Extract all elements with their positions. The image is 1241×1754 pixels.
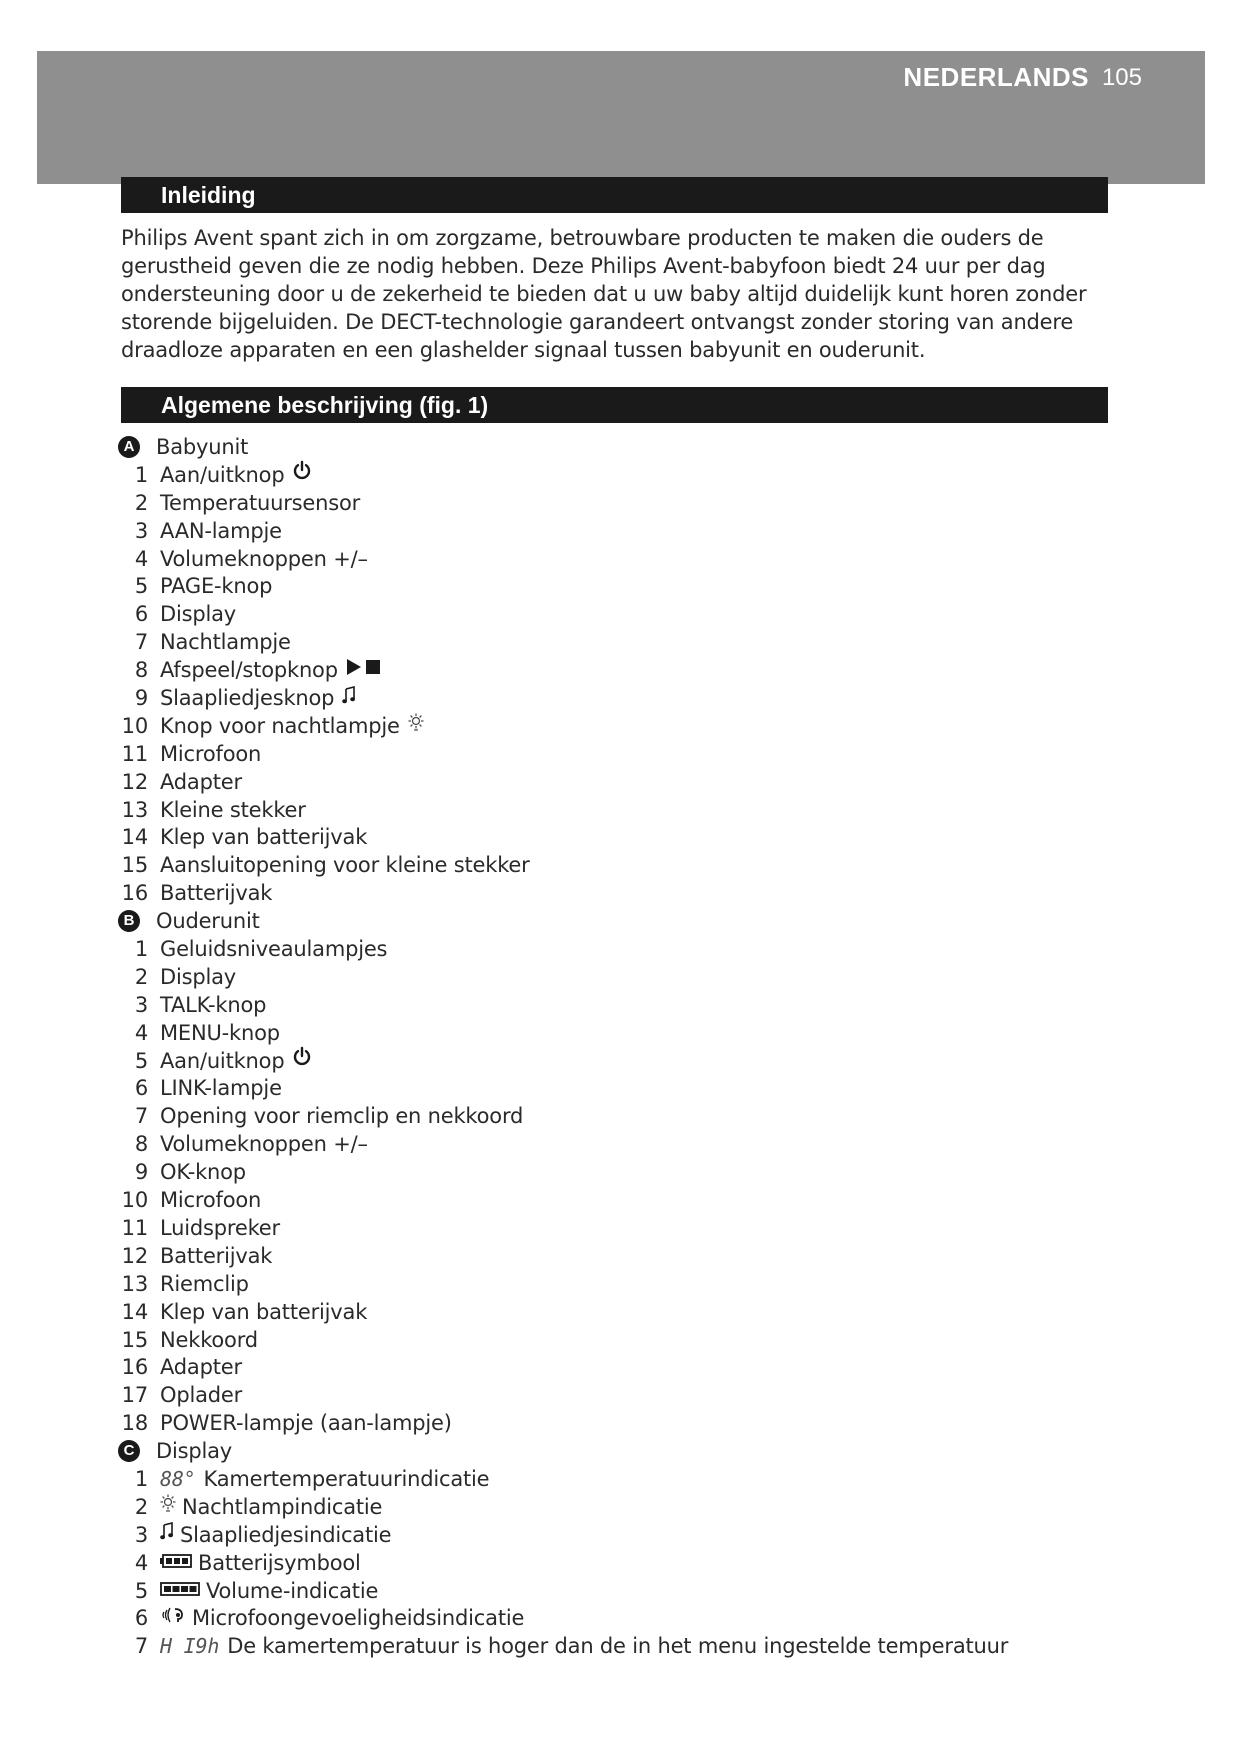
item-label: Adapter bbox=[160, 1355, 242, 1380]
item-number: 1 bbox=[134, 937, 148, 962]
item-number: 2 bbox=[134, 1494, 148, 1519]
item-number: 2 bbox=[134, 964, 148, 989]
section-heading-description: Algemene beschrijving (fig. 1) bbox=[121, 387, 1108, 423]
list-item bbox=[118, 741, 1118, 769]
list-item bbox=[118, 573, 1118, 601]
list-item bbox=[118, 1550, 1118, 1578]
nightlight-icon bbox=[408, 711, 424, 739]
item-number: 16 bbox=[121, 881, 148, 906]
item-label: PAGE-knop bbox=[160, 574, 273, 599]
item-label: Luidspreker bbox=[160, 1215, 280, 1240]
list-item bbox=[118, 1131, 1118, 1159]
item-number: 1 bbox=[134, 462, 148, 487]
item-label: Knop voor nachtlampje bbox=[160, 713, 400, 738]
item-label: Riemclip bbox=[160, 1271, 249, 1296]
item-number: 12 bbox=[121, 769, 148, 794]
item-number: 9 bbox=[134, 686, 148, 711]
item-number: 4 bbox=[134, 1550, 148, 1575]
group-badge: C bbox=[118, 1440, 140, 1462]
list-item bbox=[118, 1215, 1118, 1243]
list-item bbox=[118, 1103, 1118, 1131]
list-item bbox=[118, 657, 1118, 685]
item-label: MENU-knop bbox=[160, 1020, 280, 1045]
item-label: Adapter bbox=[160, 769, 242, 794]
segment-display-prefix: H I9h bbox=[160, 1634, 220, 1659]
item-label: Display bbox=[160, 602, 237, 627]
item-label: Batterijvak bbox=[160, 1243, 273, 1268]
group-heading bbox=[118, 1438, 1118, 1466]
item-label: Volumeknoppen +/– bbox=[160, 546, 368, 571]
item-number: 13 bbox=[121, 1271, 148, 1296]
item-label: Microfoon bbox=[160, 1188, 262, 1213]
item-number: 8 bbox=[134, 1132, 148, 1157]
parts-list bbox=[118, 434, 1118, 1661]
group-heading bbox=[118, 908, 1118, 936]
list-item bbox=[118, 462, 1118, 490]
item-number: 1 bbox=[134, 1466, 148, 1491]
item-number: 13 bbox=[121, 797, 148, 822]
item-number: 6 bbox=[134, 602, 148, 627]
list-item bbox=[118, 1410, 1118, 1438]
item-label: Klep van batterijvak bbox=[160, 1299, 368, 1324]
item-number: 17 bbox=[121, 1383, 148, 1408]
group-label: Display bbox=[156, 1439, 233, 1464]
list-item bbox=[118, 546, 1118, 574]
list-item bbox=[118, 797, 1118, 825]
item-number: 9 bbox=[134, 1160, 148, 1185]
list-item bbox=[118, 1243, 1118, 1271]
item-number: 11 bbox=[121, 1215, 148, 1240]
item-label: Kleine stekker bbox=[160, 797, 306, 822]
list-item bbox=[118, 1048, 1118, 1076]
item-label: Aan/uitknop bbox=[160, 1048, 285, 1073]
music-note-icon bbox=[342, 684, 356, 712]
group-label: Babyunit bbox=[156, 435, 249, 459]
list-item bbox=[118, 1633, 1118, 1661]
list-item bbox=[118, 1494, 1118, 1522]
list-item bbox=[118, 1020, 1118, 1048]
item-number: 15 bbox=[121, 853, 148, 878]
item-label: Microfoongevoeligheidsindicatie bbox=[192, 1606, 525, 1631]
item-number: 2 bbox=[134, 490, 148, 515]
item-label: OK-knop bbox=[160, 1160, 246, 1185]
battery-icon bbox=[160, 1548, 192, 1576]
item-label: Afspeel/stopknop bbox=[160, 658, 338, 683]
item-label: Aansluitopening voor kleine stekker bbox=[160, 853, 530, 878]
list-item bbox=[118, 1382, 1118, 1410]
item-label: Kamertemperatuurindicatie bbox=[203, 1466, 490, 1491]
item-label: Volumeknoppen +/– bbox=[160, 1132, 368, 1157]
item-label: Display bbox=[160, 964, 237, 989]
item-number: 11 bbox=[121, 741, 148, 766]
item-label: Nekkoord bbox=[160, 1327, 258, 1352]
list-item bbox=[118, 1187, 1118, 1215]
list-item bbox=[118, 880, 1118, 908]
group-badge: A bbox=[118, 436, 140, 458]
nightlight-icon bbox=[160, 1492, 176, 1520]
item-number: 6 bbox=[134, 1076, 148, 1101]
item-number: 18 bbox=[121, 1411, 148, 1436]
list-item bbox=[118, 1327, 1118, 1355]
list-item bbox=[118, 1271, 1118, 1299]
microphone-sensitivity-icon bbox=[160, 1604, 186, 1632]
item-label: De kamertemperatuur is hoger dan de in het menu ingestelde temperatuur bbox=[227, 1634, 1009, 1659]
list-item bbox=[118, 964, 1118, 992]
item-label: TALK-knop bbox=[160, 992, 267, 1017]
item-number: 3 bbox=[134, 992, 148, 1017]
item-label: Slaapliedjesknop bbox=[160, 686, 335, 711]
item-number: 5 bbox=[134, 1048, 148, 1073]
item-number: 7 bbox=[134, 1634, 148, 1659]
volume-bar-icon bbox=[160, 1576, 200, 1604]
section-heading-intro: Inleiding bbox=[121, 177, 1108, 213]
header-language: NEDERLANDS bbox=[903, 62, 1089, 92]
list-item bbox=[118, 1578, 1118, 1606]
page-number: 105 bbox=[1101, 64, 1142, 91]
item-label: Oplader bbox=[160, 1383, 243, 1408]
item-label: AAN-lampje bbox=[160, 518, 282, 543]
list-item bbox=[118, 992, 1118, 1020]
item-label: LINK-lampje bbox=[160, 1076, 282, 1101]
list-item bbox=[118, 490, 1118, 518]
list-item bbox=[118, 852, 1118, 880]
list-item bbox=[118, 601, 1118, 629]
item-number: 3 bbox=[134, 1522, 148, 1547]
item-label: Nachtlampje bbox=[160, 630, 291, 655]
item-label: Aan/uitknop bbox=[160, 462, 285, 487]
item-label: Batterijvak bbox=[160, 881, 273, 906]
list-item bbox=[118, 1605, 1118, 1633]
list-item bbox=[118, 685, 1118, 713]
music-note-icon bbox=[160, 1520, 174, 1548]
list-item bbox=[118, 713, 1118, 741]
list-item bbox=[118, 1075, 1118, 1103]
item-number: 4 bbox=[134, 546, 148, 571]
item-label: Geluidsniveaulampjes bbox=[160, 937, 388, 962]
item-number: 4 bbox=[134, 1020, 148, 1045]
item-label: Temperatuursensor bbox=[160, 490, 361, 515]
item-number: 3 bbox=[134, 518, 148, 543]
group-heading bbox=[118, 434, 1118, 462]
list-item bbox=[118, 936, 1118, 964]
item-number: 8 bbox=[134, 658, 148, 683]
list-item bbox=[118, 1466, 1118, 1494]
group-label: Ouderunit bbox=[156, 909, 260, 934]
intro-paragraph: Philips Avent spant zich in om zorgzame, betrouwbare producten te maken die ouders de gerustheid geven die ze nodig hebben. Deze Philips Avent-babyfoon biedt 24 uur per dag ondersteuning door u de zekerheid te bieden dat u uw baby altijd duidelijk kunt horen zonder storende bijgeluiden. De DECT-technologie garandeert ontvangst zonder storing van andere draadloze apparaten en een glashelder signaal tussen babyunit en ouderunit. bbox=[121, 226, 1087, 362]
item-label: Opening voor riemclip en nekkoord bbox=[160, 1104, 524, 1129]
item-label: Volume-indicatie bbox=[206, 1578, 379, 1603]
item-number: 5 bbox=[134, 574, 148, 599]
item-number: 7 bbox=[134, 630, 148, 655]
segment-display-prefix: 88° bbox=[160, 1466, 196, 1491]
list-item bbox=[118, 1522, 1118, 1550]
list-item bbox=[118, 769, 1118, 797]
item-label: Klep van batterijvak bbox=[160, 825, 368, 850]
list-item bbox=[118, 518, 1118, 546]
item-number: 16 bbox=[121, 1355, 148, 1380]
list-item bbox=[118, 1299, 1118, 1327]
item-number: 5 bbox=[134, 1578, 148, 1603]
item-label: Batterijsymbool bbox=[198, 1550, 361, 1575]
group-badge: B bbox=[118, 910, 140, 932]
item-number: 14 bbox=[121, 825, 148, 850]
item-number: 6 bbox=[134, 1606, 148, 1631]
item-label: Slaapliedjesindicatie bbox=[180, 1522, 392, 1547]
list-item bbox=[118, 1354, 1118, 1382]
item-label: Microfoon bbox=[160, 741, 262, 766]
power-icon bbox=[292, 460, 312, 488]
item-number: 15 bbox=[121, 1327, 148, 1352]
item-number: 14 bbox=[121, 1299, 148, 1324]
item-number: 10 bbox=[121, 713, 148, 738]
list-item bbox=[118, 1159, 1118, 1187]
list-item bbox=[118, 629, 1118, 657]
item-label: Nachtlampindicatie bbox=[182, 1494, 383, 1519]
item-number: 10 bbox=[121, 1188, 148, 1213]
power-icon bbox=[292, 1046, 312, 1074]
item-number: 12 bbox=[121, 1243, 148, 1268]
play-stop-icon bbox=[346, 656, 382, 684]
item-number: 7 bbox=[134, 1104, 148, 1129]
list-item bbox=[118, 824, 1118, 852]
item-label: POWER-lampje (aan-lampje) bbox=[160, 1411, 452, 1436]
